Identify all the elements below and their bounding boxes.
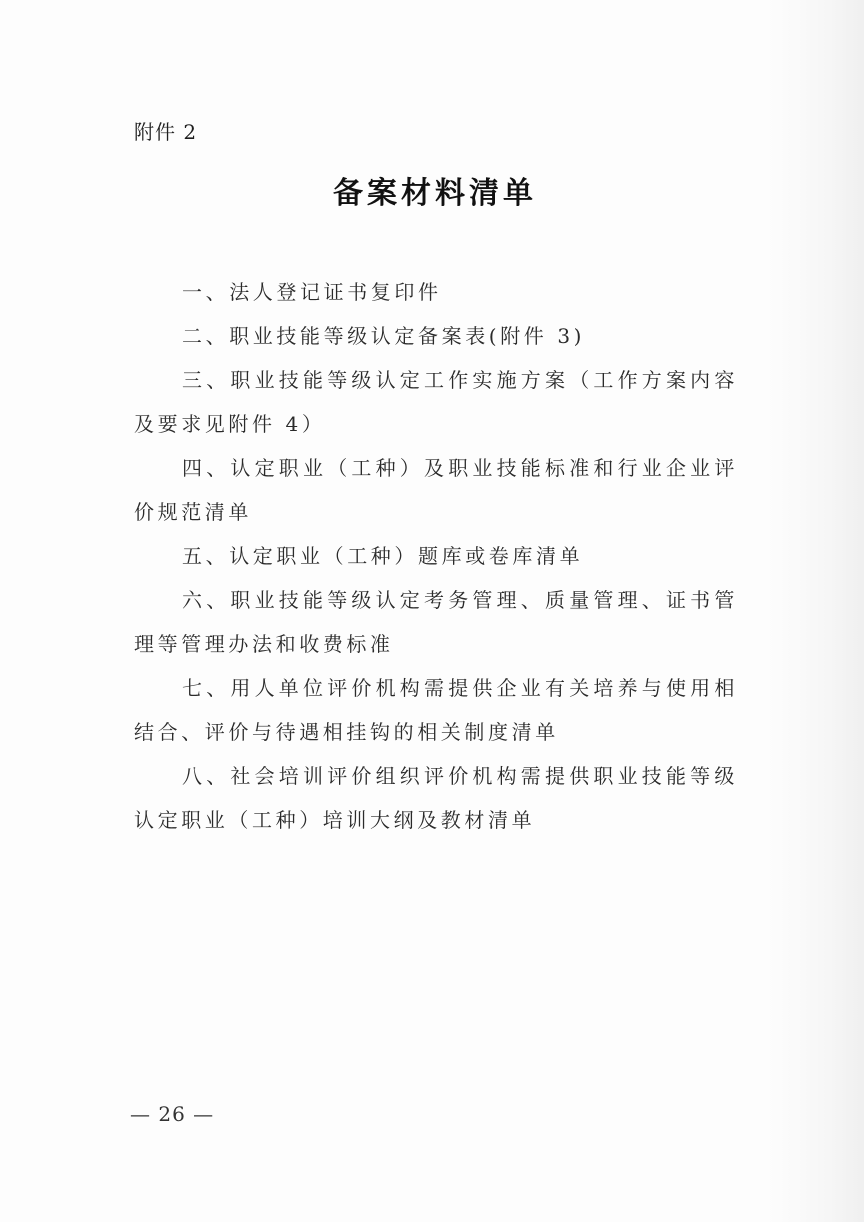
document-title: 备案材料清单 [333,176,537,211]
list-item: 八、社会培训评价组织评价机构需提供职业技能等级认定职业（工种）培训大纲及教材清单 [134,764,738,832]
attachment-label: 附件 2 [134,120,198,144]
list-item: 七、用人单位评价机构需提供企业有关培养与使用相结合、评价与待遇相挂钩的相关制度清单 [134,676,738,744]
page-number: — 26 — [130,1102,215,1126]
list-item: 二、职业技能等级认定备案表(附件 3) [182,324,586,348]
list-item: 四、认定职业（工种）及职业技能标准和行业企业评价规范清单 [134,456,738,524]
list-item: 六、职业技能等级认定考务管理、质量管理、证书管理等管理办法和收费标准 [134,588,738,656]
list-item: 一、法人登记证书复印件 [182,280,442,304]
list-item: 三、职业技能等级认定工作实施方案（工作方案内容及要求见附件 4） [134,368,738,436]
materials-list [134,270,738,842]
list-item: 五、认定职业（工种）题库或卷库清单 [182,544,584,568]
